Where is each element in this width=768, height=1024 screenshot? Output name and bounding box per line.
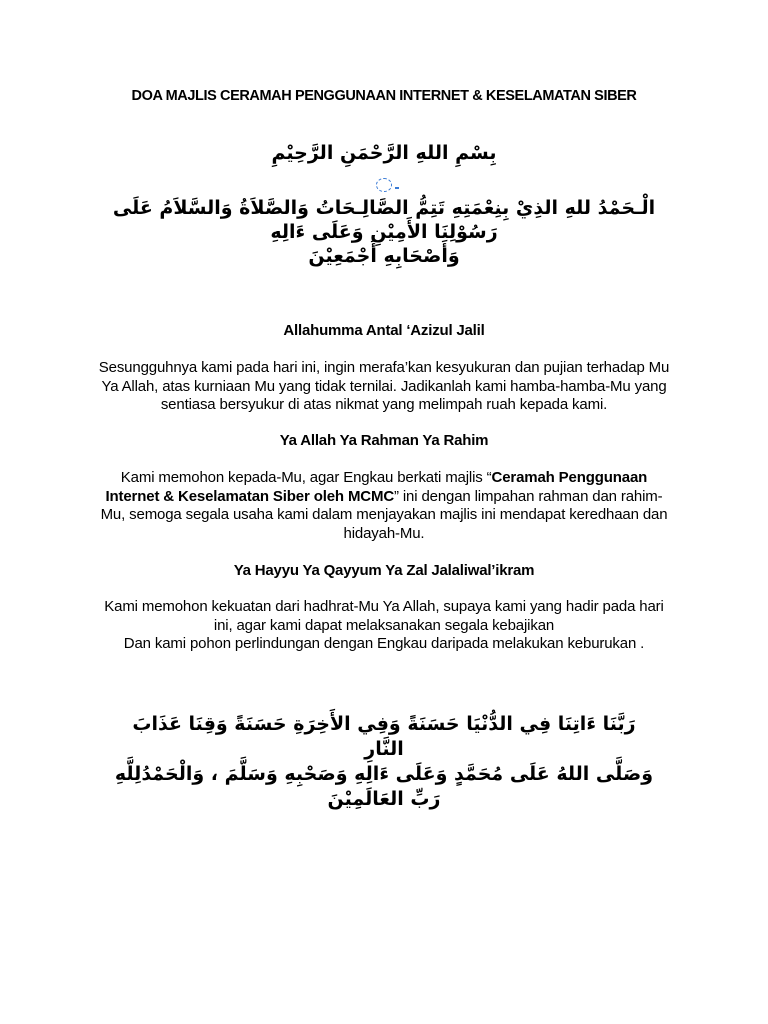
paragraph-majlis [92, 469, 676, 543]
heading-rahman-rahim: Ya Allah Ya Rahman Ya Rahim [279, 432, 489, 449]
paragraph-line: Ya Allah, atas kurniaan Mu yang tidak ternilai. Jadikanlah kami hamba-hamba-Mu yang [101, 377, 667, 395]
paragraph-text: ” ini dengan limpahan rahman dan rahim- [394, 487, 663, 505]
closing-line: رَبِّ العَالَمِيْنَ [327, 788, 441, 810]
paragraph-syukur [92, 359, 676, 415]
hamdalah-line: الْـحَمْدُ للهِ الذِيْ بِنِعْمَتِهِ تَتِمُّ الصَّالِـحَاتُ وَالصَّلاَةُ وَالسَّلاَمُ عَلَى [112, 197, 656, 219]
heading-hayyu-qayyum: Ya Hayyu Ya Qayyum Ya Zal Jalaliwal’ikram [233, 562, 535, 579]
paragraph-line: hidayah-Mu. [343, 524, 425, 542]
paragraph-bold-text: Ceramah Penggunaan [491, 469, 648, 486]
paragraph-text: Kami memohon kepada-Mu, agar Engkau berkati majlis “ [120, 469, 492, 486]
hamdalah-line: رَسُوْلِنَا الأَمِيْنِ وَعَلَى ءَالِهِ [270, 221, 498, 243]
closing-line: رَبَّنَا ءَاتِنَا فِي الدُّنْيَا حَسَنَةً وَفِي الأَخِرَةِ حَسَنَةً وَقِنَا عَذَابَ [132, 713, 636, 735]
paragraph-line: ini, agar kami dapat melaksanakan segala kebajikan [213, 616, 555, 634]
paragraph-line: Mu, semoga segala usaha kami dalam menjayakan majlis ini mendapat keredhaan dan [100, 506, 668, 523]
text-cursor-icon [376, 178, 392, 192]
paragraph-line: sentiasa bersyukur di atas nikmat yang melimpah ruah kepada kami. [160, 396, 608, 413]
closing-doa-block [94, 712, 674, 812]
hamdalah-line: وَأَصْحَابِهِ أَجْمَعِيْنَ [308, 245, 460, 267]
paragraph-kekuatan [92, 598, 676, 654]
paragraph-line: Kami memohon kekuatan dari hadhrat-Mu Ya Allah, supaya kami yang hadir pada hari [104, 598, 664, 615]
heading-antal-azizul-jalil: Allahumma Antal ‘Azizul Jalil [283, 322, 485, 339]
document-title: DOA MAJLIS CERAMAH PENGGUNAAN INTERNET & KESELAMATAN SIBER [131, 88, 637, 104]
closing-line: وَصَلَّى اللهُ عَلَى مُحَمَّدٍ وَعَلَى ءَالِهِ وَصَحْبِهِ وَسَلَّمَ ، وَالْحَمْدُلِلَّهِ [114, 763, 654, 785]
basmalah-text: بِسْمِ اللهِ الرَّحْمَنِ الرَّحِيْمِ [271, 142, 497, 164]
hamdalah-block [90, 196, 678, 268]
paragraph-line: Dan kami pohon perlindungan dengan Engkau daripada melakukan keburukan . [123, 635, 645, 652]
paragraph-line: Sesungguhnya kami pada hari ini, ingin merafa’kan kesyukuran dan pujian terhadap Mu [98, 359, 670, 376]
closing-line: النَّارِ [364, 738, 404, 760]
paragraph-bold-text: Internet & Keselamatan Siber oleh MCMC [105, 487, 395, 505]
